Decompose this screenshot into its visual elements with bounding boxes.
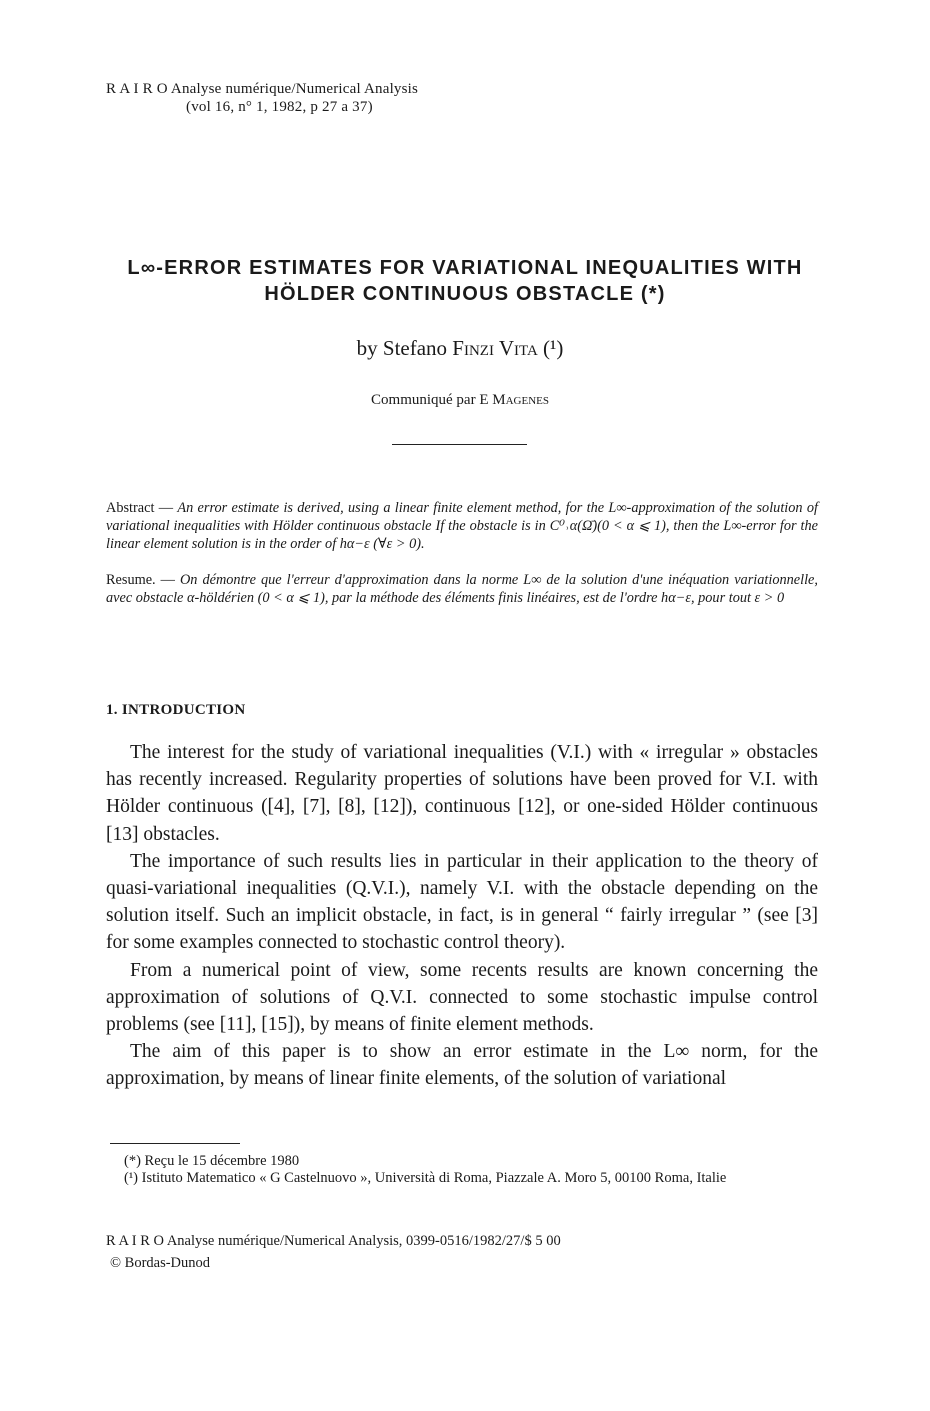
title-line-1: L∞-ERROR ESTIMATES FOR VARIATIONAL INEQUALITIES WITH bbox=[127, 257, 803, 279]
author-name: Finzi Vita bbox=[452, 336, 538, 360]
resume-label: Resume. — bbox=[106, 572, 180, 588]
journal-header bbox=[106, 80, 418, 116]
footnote-divider bbox=[110, 1143, 240, 1144]
paragraph-3: From a numerical point of view, some recents results are known concerning the approximation of solutions of Q.V.I. connected to some stochastic impulse control problems (see [11], [15]), by means of finite element methods. bbox=[106, 959, 818, 1036]
title-divider bbox=[392, 444, 527, 445]
abstract-text: An error estimate is derived, using a linear finite element method, for the L∞-approximation of the solution of variational inequalities with Hölder continuous obstacle If the obstacle is in C⁰˒α(Ω̄)(0 < α ⩽ 1), then the L∞-error for the linear element solution is in the order of hα−ε (∀ε > 0). bbox=[106, 500, 818, 552]
communique-prefix: Communiqué par E bbox=[371, 392, 493, 408]
page-footer bbox=[106, 1230, 561, 1274]
author-footnote-marker: (¹) bbox=[537, 336, 564, 360]
footnote-affiliation: (¹) Istituto Matematico « G Castelnuovo », Università di Roma, Piazzale A. Moro 5, 00100 Roma, Italie bbox=[124, 1170, 727, 1186]
resume-text: On démontre que l'erreur d'approximation dans la norme L∞ de la solution d'une inéquation variationnelle, avec obstacle α-höldérien (0 < α ⩽ 1), par la méthode des éléments finis linéaires, est de l'ordre hα−ε, pour tout ε > 0 bbox=[106, 572, 818, 606]
introduction-body bbox=[106, 739, 818, 1093]
author-line bbox=[0, 336, 920, 361]
journal-line-1: R A I R O Analyse numérique/Numerical Analysis bbox=[106, 81, 419, 97]
abstract bbox=[106, 499, 818, 553]
footnotes bbox=[110, 1153, 820, 1187]
communique-line bbox=[0, 392, 920, 409]
resume bbox=[106, 571, 818, 607]
title-line-2: HÖLDER CONTINUOUS OBSTACLE (*) bbox=[264, 283, 666, 305]
section-heading: 1. INTRODUCTION bbox=[106, 702, 246, 718]
communique-name: Magenes bbox=[492, 392, 549, 408]
journal-line-2: (vol 16, n° 1, 1982, p 27 a 37) bbox=[186, 99, 373, 115]
footer-journal-line: R A I R O Analyse numérique/Numerical Analysis, 0399-0516/1982/27/$ 5 00 bbox=[106, 1233, 561, 1249]
paragraph-1: The interest for the study of variational inequalities (V.I.) with « irregular » obstacles has recently increased. Regularity properties of solutions have been proved for V.I. with Hölder continuous ([4], [7], [8], [12]), continuous [12], or one-sided Hölder continuous [13] obstacles. bbox=[106, 742, 818, 845]
paragraph-4: The aim of this paper is to show an error estimate in the L∞ norm, for the approximation, by means of linear finite elements, of the solution of variational bbox=[106, 1041, 818, 1090]
paragraph-2: The importance of such results lies in particular in their application to the theory of quasi-variational inequalities (Q.V.I.), namely V.I. with the obstacle depending on the solution itself. Such an implicit obstacle, in fact, is in general “ fairly irregular ” (see [3] for some examples connected to stochastic control theory). bbox=[106, 850, 818, 954]
author-prefix: by Stefano bbox=[356, 336, 453, 360]
footnote-received: (*) Reçu le 15 décembre 1980 bbox=[124, 1153, 300, 1169]
footer-copyright: © Bordas-Dunod bbox=[110, 1255, 211, 1271]
abstract-label: Abstract — bbox=[106, 500, 178, 516]
paper-title bbox=[60, 255, 870, 307]
